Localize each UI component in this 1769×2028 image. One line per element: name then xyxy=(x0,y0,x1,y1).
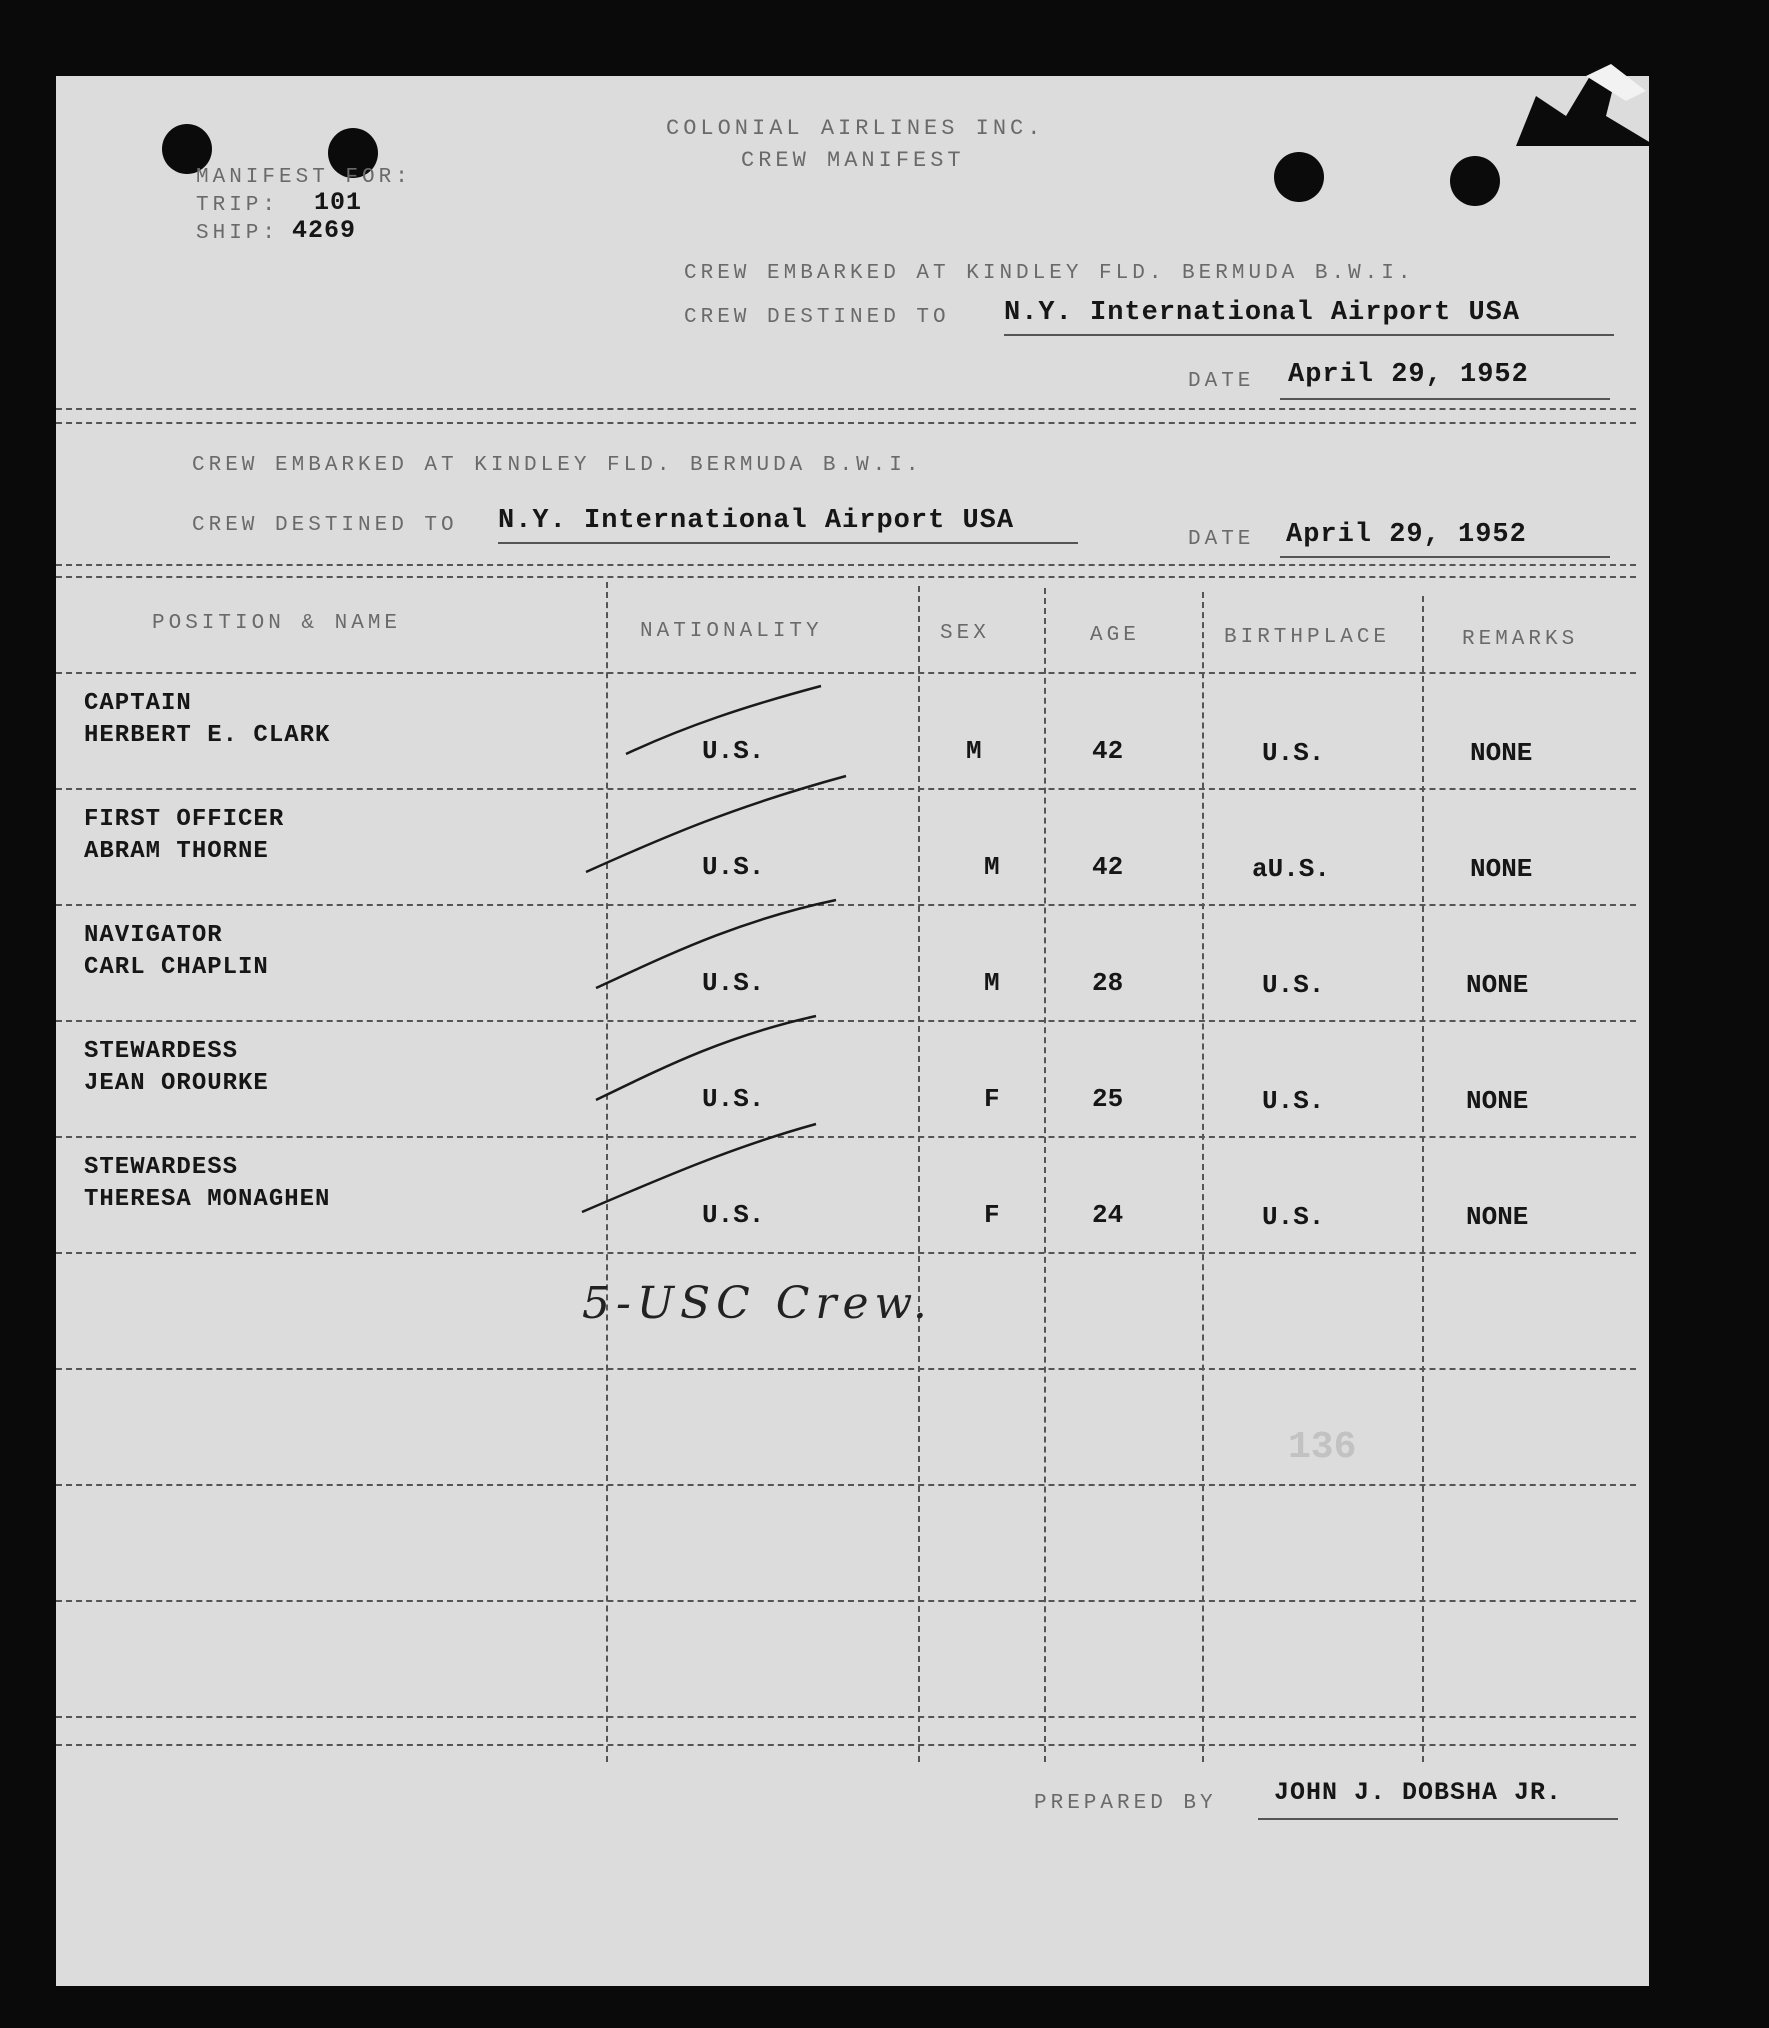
age-cell: 42 xyxy=(1092,736,1124,766)
second-destined-value: N.Y. International Airport USA xyxy=(498,506,1015,536)
row-divider xyxy=(56,1484,1636,1486)
crew-name: HERBERT E. CLARK xyxy=(84,722,331,749)
birthplace-cell: aU.S. xyxy=(1252,854,1331,884)
prepared-by-underline xyxy=(1258,1818,1618,1820)
trip-label: TRIP: xyxy=(196,194,280,217)
top-date-underline xyxy=(1280,398,1610,400)
nationality-cell: U.S. xyxy=(702,736,765,766)
second-destined-underline xyxy=(498,542,1078,544)
prepared-by-value: JOHN J. DOBSHA JR. xyxy=(1274,1778,1563,1807)
sex-cell: M xyxy=(984,968,1000,998)
header-age: AGE xyxy=(1090,624,1140,647)
crew-position: STEWARDESS xyxy=(84,1038,239,1065)
nationality-cell: U.S. xyxy=(702,1200,765,1230)
remarks-cell: NONE xyxy=(1470,854,1533,884)
crew-position: CAPTAIN xyxy=(84,690,192,717)
crew-name: CARL CHAPLIN xyxy=(84,954,269,981)
sex-cell: M xyxy=(984,852,1000,882)
ship-value: 4269 xyxy=(292,216,357,245)
remarks-cell: NONE xyxy=(1470,738,1533,768)
crew-name: THERESA MONAGHEN xyxy=(84,1186,331,1213)
birthplace-cell: U.S. xyxy=(1262,738,1325,768)
second-date-value: April 29, 1952 xyxy=(1286,520,1527,550)
header-remarks: REMARKS xyxy=(1462,628,1579,651)
check-mark xyxy=(626,686,821,754)
top-destined-underline xyxy=(1004,334,1614,336)
position-cell xyxy=(84,920,269,984)
top-date-value: April 29, 1952 xyxy=(1288,360,1529,390)
position-cell xyxy=(84,688,330,752)
remarks-cell: NONE xyxy=(1466,970,1529,1000)
column-divider xyxy=(1044,588,1046,1762)
crew-name: JEAN OROURKE xyxy=(84,1070,269,1097)
header-sex: SEX xyxy=(940,622,990,645)
page-stamp: 136 xyxy=(1288,1426,1357,1469)
crew-position: NAVIGATOR xyxy=(84,922,223,949)
row-divider xyxy=(56,1600,1636,1602)
age-cell: 28 xyxy=(1092,968,1124,998)
divider xyxy=(56,422,1636,424)
manifest-sheet xyxy=(56,76,1649,1986)
top-destined-value: N.Y. International Airport USA xyxy=(1004,298,1521,328)
top-date-label: DATE xyxy=(1188,370,1255,393)
header-nationality: NATIONALITY xyxy=(640,620,823,643)
position-cell xyxy=(84,1036,269,1100)
column-divider xyxy=(1202,592,1204,1762)
age-cell: 25 xyxy=(1092,1084,1124,1114)
sex-cell: F xyxy=(984,1084,1000,1114)
divider xyxy=(56,564,1636,566)
crew-position: FIRST OFFICER xyxy=(84,806,285,833)
company-name: COLONIAL AIRLINES INC. xyxy=(666,116,1045,141)
check-marks xyxy=(516,676,856,1336)
position-cell xyxy=(84,1152,330,1216)
column-divider xyxy=(918,586,920,1762)
nationality-cell: U.S. xyxy=(702,1084,765,1114)
handwritten-note: 5-USC Crew. xyxy=(582,1278,933,1329)
ship-label: SHIP: xyxy=(196,222,280,245)
check-mark xyxy=(582,1124,816,1212)
sex-cell: M xyxy=(966,736,982,766)
top-embarked-text: CREW EMBARKED AT KINDLEY FLD. BERMUDA B.W.I. xyxy=(684,262,1415,285)
sex-cell: F xyxy=(984,1200,1000,1230)
prepared-by-label: PREPARED BY xyxy=(1034,1792,1217,1815)
divider xyxy=(56,408,1636,410)
second-embarked-text: CREW EMBARKED AT KINDLEY FLD. BERMUDA B.W.I. xyxy=(192,454,923,477)
header-birthplace: BIRTHPLACE xyxy=(1224,626,1391,649)
document-title: CREW MANIFEST xyxy=(741,148,965,173)
divider xyxy=(56,1744,1636,1746)
age-cell: 42 xyxy=(1092,852,1124,882)
birthplace-cell: U.S. xyxy=(1262,1086,1325,1116)
second-date-underline xyxy=(1280,556,1610,558)
row-divider xyxy=(56,672,1636,674)
second-date-label: DATE xyxy=(1188,528,1255,551)
check-mark xyxy=(596,1016,816,1100)
manifest-for-label: MANIFEST FOR: xyxy=(196,166,412,189)
row-divider xyxy=(56,1368,1636,1370)
birthplace-cell: U.S. xyxy=(1262,970,1325,1000)
crew-position: STEWARDESS xyxy=(84,1154,239,1181)
header-position-name: POSITION & NAME xyxy=(152,612,402,635)
nationality-cell: U.S. xyxy=(702,968,765,998)
nationality-cell: U.S. xyxy=(702,852,765,882)
column-divider xyxy=(1422,596,1424,1762)
punch-hole xyxy=(1450,156,1500,206)
second-destined-label: CREW DESTINED TO xyxy=(192,514,458,537)
punch-hole xyxy=(1274,152,1324,202)
check-mark xyxy=(586,776,846,872)
divider xyxy=(56,576,1636,578)
remarks-cell: NONE xyxy=(1466,1086,1529,1116)
check-mark xyxy=(596,900,836,988)
remarks-cell: NONE xyxy=(1466,1202,1529,1232)
position-cell xyxy=(84,804,284,868)
row-divider xyxy=(56,1716,1636,1718)
top-destined-label: CREW DESTINED TO xyxy=(684,306,950,329)
birthplace-cell: U.S. xyxy=(1262,1202,1325,1232)
crew-name: ABRAM THORNE xyxy=(84,838,269,865)
age-cell: 24 xyxy=(1092,1200,1124,1230)
trip-value: 101 xyxy=(314,188,363,217)
